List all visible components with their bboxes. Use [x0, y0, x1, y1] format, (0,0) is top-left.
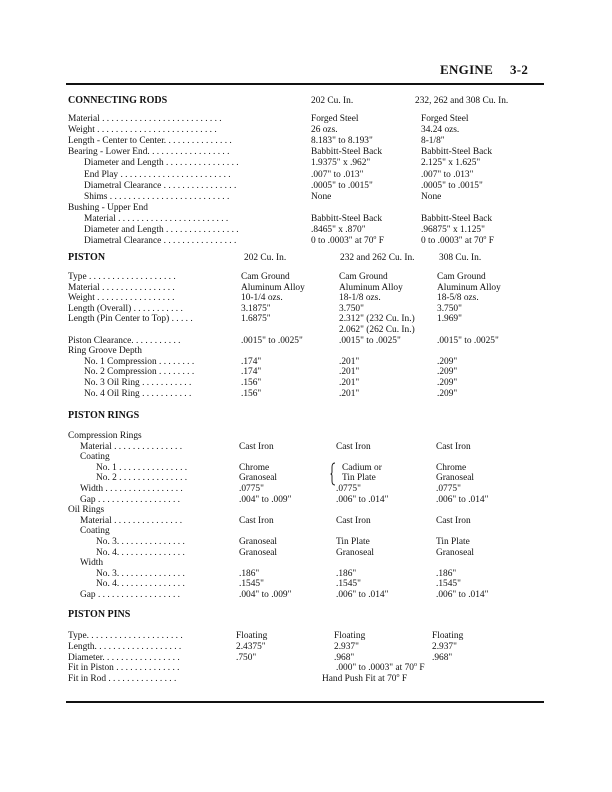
spec-value-308: 1.969"	[437, 314, 462, 325]
spec-label: Bushing - Upper End	[68, 202, 148, 213]
spec-label: Width	[80, 558, 104, 569]
spec-value-232-262-308: None	[421, 191, 442, 202]
spec-value-232-262: Floating	[334, 631, 366, 641]
degree-mark: o	[373, 234, 377, 241]
spec-value-202: 1.6875"	[241, 314, 271, 325]
spec-value-202: Granoseal	[239, 537, 278, 547]
spec-value-232-262: .1545"	[336, 579, 361, 590]
spec-value-232-262: .201"	[339, 367, 360, 378]
spec-value-202: .174"	[241, 367, 262, 378]
degree-mark: o	[483, 234, 487, 241]
spec-value-232-262: .201"	[339, 388, 360, 399]
spec-label: Fit in Rod . . . . . . . . . . . . . . .	[68, 674, 177, 685]
spec-label: Weight . . . . . . . . . . . . . . . . . . . . . . . . . .	[68, 125, 217, 136]
spec-value-202: .750"	[236, 652, 257, 663]
piston-col-308: 308 Cu. In.	[439, 253, 482, 263]
spec-label: Compression Rings	[68, 431, 142, 441]
coating-brace	[330, 462, 336, 486]
spec-label: Bearing - Lower End. . . . . . . . . . . . . . . . . .	[68, 147, 230, 158]
spec-value-308: .186"	[436, 568, 457, 579]
connecting-rods-col-232-262-308: 232, 262 and 308 Cu. In.	[415, 96, 509, 106]
spec-value-202: Forged Steel	[311, 114, 359, 124]
spec-value-232-262: Tin Plate	[336, 537, 370, 547]
spec-value-308: Aluminum Alloy	[437, 282, 501, 293]
piston-col-202: 202 Cu. In.	[244, 253, 287, 263]
spec-value-202: .156"	[241, 388, 262, 399]
spec-value-232-262: .006" to .014"	[336, 590, 389, 600]
spec-label: Gap . . . . . . . . . . . . . . . . . .	[80, 494, 180, 505]
spec-value-232-262: .186"	[336, 568, 357, 579]
spec-value-232-262: 18-1/8 ozs.	[339, 293, 381, 304]
spec-value-232-262-308: Babbitt-Steel Back	[421, 213, 493, 224]
spec-value-202: Babbitt-Steel Back	[311, 213, 383, 224]
spec-value-308: .209"	[437, 367, 458, 378]
spec-value-202: None	[311, 191, 332, 202]
spec-value-308: .1545"	[436, 579, 461, 590]
spec-label: Diameter and Length . . . . . . . . . . . . . . . .	[84, 158, 239, 169]
spec-value-232-262-308: 2.125" x 1.625"	[421, 158, 481, 169]
spec-label: Type. . . . . . . . . . . . . . . . . . . . .	[68, 631, 183, 641]
spec-label: Coating	[80, 526, 110, 537]
spec-label: No. 2 . . . . . . . . . . . . . . .	[96, 473, 188, 484]
temperature-unit: F	[416, 663, 425, 674]
spec-value-202: Chrome	[239, 462, 270, 473]
spec-value-308: Floating	[432, 631, 464, 641]
spec-value-232-262-308: .0005" to .0015"	[421, 180, 483, 191]
spec-value-308: .209"	[437, 378, 458, 388]
spec-label: No. 4. . . . . . . . . . . . . . .	[96, 579, 185, 590]
spec-value-308: 18-5/8 ozs.	[437, 293, 479, 304]
temperature-unit: F	[376, 236, 384, 247]
degree-mark: o	[396, 673, 400, 680]
spec-value-232-262: .0775"	[336, 484, 361, 494]
spec-value-202: .0775"	[239, 484, 264, 494]
spec-value-232-262-308: 0 to .0003" at 70$^o$ F	[421, 234, 494, 247]
spec-value-232-262: .201"	[339, 378, 360, 388]
spec-value-202: 0 to .0003" at 70$^o$ F	[311, 234, 384, 247]
spec-label: Length (Pin Center to Top) . . . . .	[68, 314, 193, 325]
spec-value-232-262: .968"	[334, 652, 355, 663]
spec-value-202: .004" to .009"	[239, 494, 292, 505]
spec-value-202: .007" to .013"	[311, 169, 364, 180]
temperature-unit: F	[486, 236, 494, 247]
spec-value-232-262: Cast Iron	[336, 515, 371, 526]
spec-value-all: .000" to .0003" at 70$^o$ F	[336, 662, 425, 674]
spec-value-232-262: Cam Ground	[339, 272, 388, 282]
spec-label: Gap . . . . . . . . . . . . . . . . . .	[80, 590, 180, 600]
spec-label: No. 3. . . . . . . . . . . . . . .	[96, 537, 185, 547]
spec-value-202: Cast Iron	[239, 441, 274, 452]
spec-value-308: .0015" to .0025"	[437, 335, 499, 346]
piston-heading: PISTON	[68, 252, 106, 263]
temperature-unit: F	[399, 674, 408, 685]
connecting-rod-row	[0, 235, 612, 247]
spec-value-232-262: Tin Plate	[342, 473, 376, 484]
piston-rings-heading: PISTON RINGS	[68, 410, 140, 421]
spec-value-232-262: 2.937"	[334, 641, 359, 652]
spec-value-232-262: Cadium or	[342, 462, 382, 473]
spec-label: Material . . . . . . . . . . . . . . .	[80, 515, 183, 526]
spec-label: Length - Center to Center. . . . . . . . . . . . . . .	[68, 136, 232, 147]
piston-col-232-262: 232 and 262 Cu. In.	[340, 253, 415, 263]
spec-value-232-262-308: 34.24 ozs.	[421, 125, 460, 136]
spec-value-202: 1.9375" x .962"	[311, 158, 371, 169]
spec-value-232-262: 2.312" (232 Cu. In.)	[339, 314, 415, 325]
connecting-rods-col-202: 202 Cu. In.	[311, 96, 354, 106]
spec-value-202: Cast Iron	[239, 515, 274, 526]
spec-value-202: Aluminum Alloy	[241, 282, 305, 293]
spec-value-232-262: Aluminum Alloy	[339, 282, 403, 293]
spec-label: No. 4 Oil Ring . . . . . . . . . . .	[84, 388, 192, 399]
spec-value-202: Granoseal	[239, 473, 278, 484]
spec-label: Material . . . . . . . . . . . . . . .	[80, 441, 183, 452]
spec-value-232-262-308: Forged Steel	[421, 114, 469, 124]
spec-value-308: Granoseal	[436, 473, 475, 484]
spec-value-202: 8.183" to 8.193"	[311, 136, 373, 147]
spec-value-308: Granoseal	[436, 547, 475, 558]
spec-value-202: 10-1/4 ozs.	[241, 293, 283, 304]
spec-label: No. 1 . . . . . . . . . . . . . . .	[96, 462, 188, 473]
spec-value-232-262: .0015" to .0025"	[339, 335, 401, 346]
spec-value-308: Cast Iron	[436, 441, 471, 452]
spec-label: Type . . . . . . . . . . . . . . . . . . .	[68, 272, 176, 282]
spec-value-all: Hand Push Fit at 70$^o$ F	[322, 673, 408, 685]
piston-pin-row	[0, 673, 612, 685]
spec-label: Fit in Piston . . . . . . . . . . . . . .	[68, 663, 180, 674]
spec-label: End Play . . . . . . . . . . . . . . . . . . . . . . . .	[84, 169, 231, 180]
spec-label: Shims . . . . . . . . . . . . . . . . . . . . . . . . . .	[84, 191, 230, 202]
page-title: ENGINE	[440, 62, 494, 77]
spec-value-202: .1545"	[239, 579, 264, 590]
spec-label: No. 4. . . . . . . . . . . . . . .	[96, 547, 185, 558]
spec-value-308: .006" to .014"	[436, 494, 489, 505]
spec-value-308: .968"	[432, 652, 453, 663]
connecting-rods-heading: CONNECTING RODS	[68, 95, 168, 106]
spec-label: Width . . . . . . . . . . . . . . . . .	[80, 484, 183, 494]
spec-value-202: .174"	[241, 356, 262, 367]
spec-label: Material . . . . . . . . . . . . . . . .	[68, 282, 175, 293]
spec-value-232-262: .201"	[339, 356, 360, 367]
spec-label: Material . . . . . . . . . . . . . . . . . . . . . . . .	[84, 213, 229, 224]
spec-value-308: .006" to .014"	[436, 590, 489, 600]
header-rule	[66, 83, 544, 85]
spec-value-308: 2.937"	[432, 641, 457, 652]
spec-value-202: Babbitt-Steel Back	[311, 147, 383, 158]
spec-label: No. 3 Oil Ring . . . . . . . . . . .	[84, 378, 192, 388]
piston-ring-row	[0, 589, 612, 601]
piston-row	[0, 388, 612, 400]
footer-rule	[66, 701, 544, 703]
spec-value-232-262-308: 8-1/8"	[421, 136, 445, 147]
spec-label: No. 1 Compression . . . . . . . .	[84, 356, 195, 367]
spec-label: Length. . . . . . . . . . . . . . . . . . .	[68, 641, 182, 652]
spec-value-232-262: 3.750"	[339, 303, 364, 314]
piston-pins-heading: PISTON PINS	[68, 609, 131, 620]
spec-value-202: .004" to .009"	[239, 590, 292, 600]
spec-value-308: Chrome	[436, 462, 467, 473]
spec-value-232-262-308: .96875" x 1.125"	[421, 225, 485, 235]
spec-label: Diametral Clearance . . . . . . . . . . . . . . . .	[84, 180, 237, 191]
spec-value-202: .156"	[241, 378, 262, 388]
spec-value-202: .0015" to .0025"	[241, 335, 303, 346]
spec-label: No. 3. . . . . . . . . . . . . . .	[96, 568, 185, 579]
spec-value-232-262-308: .007" to .013"	[421, 169, 474, 180]
spec-label: Diameter and Length . . . . . . . . . . . . . . . .	[84, 225, 239, 235]
spec-value-202: .186"	[239, 568, 260, 579]
spec-value-308: Cam Ground	[437, 272, 486, 282]
spec-value-308: Tin Plate	[436, 537, 470, 547]
spec-value-308: 3.750"	[437, 303, 462, 314]
spec-value-202: Floating	[236, 631, 268, 641]
spec-value-308: Cast Iron	[436, 515, 471, 526]
spec-label: Oil Rings	[68, 505, 105, 516]
spec-label: Diameter. . . . . . . . . . . . . . . . .	[68, 652, 180, 663]
spec-value-202: 26 ozs.	[311, 125, 338, 136]
spec-value-232-262: 2.062" (262 Cu. In.)	[339, 325, 415, 335]
spec-value-202: Cam Ground	[241, 272, 290, 282]
spec-label: No. 2 Compression . . . . . . . .	[84, 367, 195, 378]
spec-label: Material . . . . . . . . . . . . . . . . . . . . . . . . . .	[68, 114, 222, 124]
spec-value-308: .209"	[437, 356, 458, 367]
degree-mark: o	[413, 662, 417, 669]
spec-value-308: .209"	[437, 388, 458, 399]
spec-label: Piston Clearance. . . . . . . . . . .	[68, 335, 181, 346]
spec-value-232-262: .006" to .014"	[336, 494, 389, 505]
spec-value-202: .8465" x .870"	[311, 225, 366, 235]
spec-value-202: Granoseal	[239, 547, 278, 558]
page-number: 3-2	[510, 62, 529, 77]
spec-label: Length (Overall) . . . . . . . . . . .	[68, 303, 183, 314]
spec-label: Weight . . . . . . . . . . . . . . . . .	[68, 293, 175, 304]
spec-label: Coating	[80, 452, 110, 463]
spec-value-202: 3.1875"	[241, 303, 271, 314]
spec-value-232-262-308: Babbitt-Steel Back	[421, 147, 493, 158]
spec-value-232-262: Granoseal	[336, 547, 375, 558]
spec-value-308: .0775"	[436, 484, 461, 494]
spec-value-202: 2.4375"	[236, 641, 266, 652]
spec-label: Ring Groove Depth	[68, 346, 142, 357]
spec-value-202: .0005" to .0015"	[311, 180, 373, 191]
spec-label: Diametral Clearance . . . . . . . . . . . . . . . .	[84, 236, 237, 247]
spec-value-232-262: Cast Iron	[336, 441, 371, 452]
